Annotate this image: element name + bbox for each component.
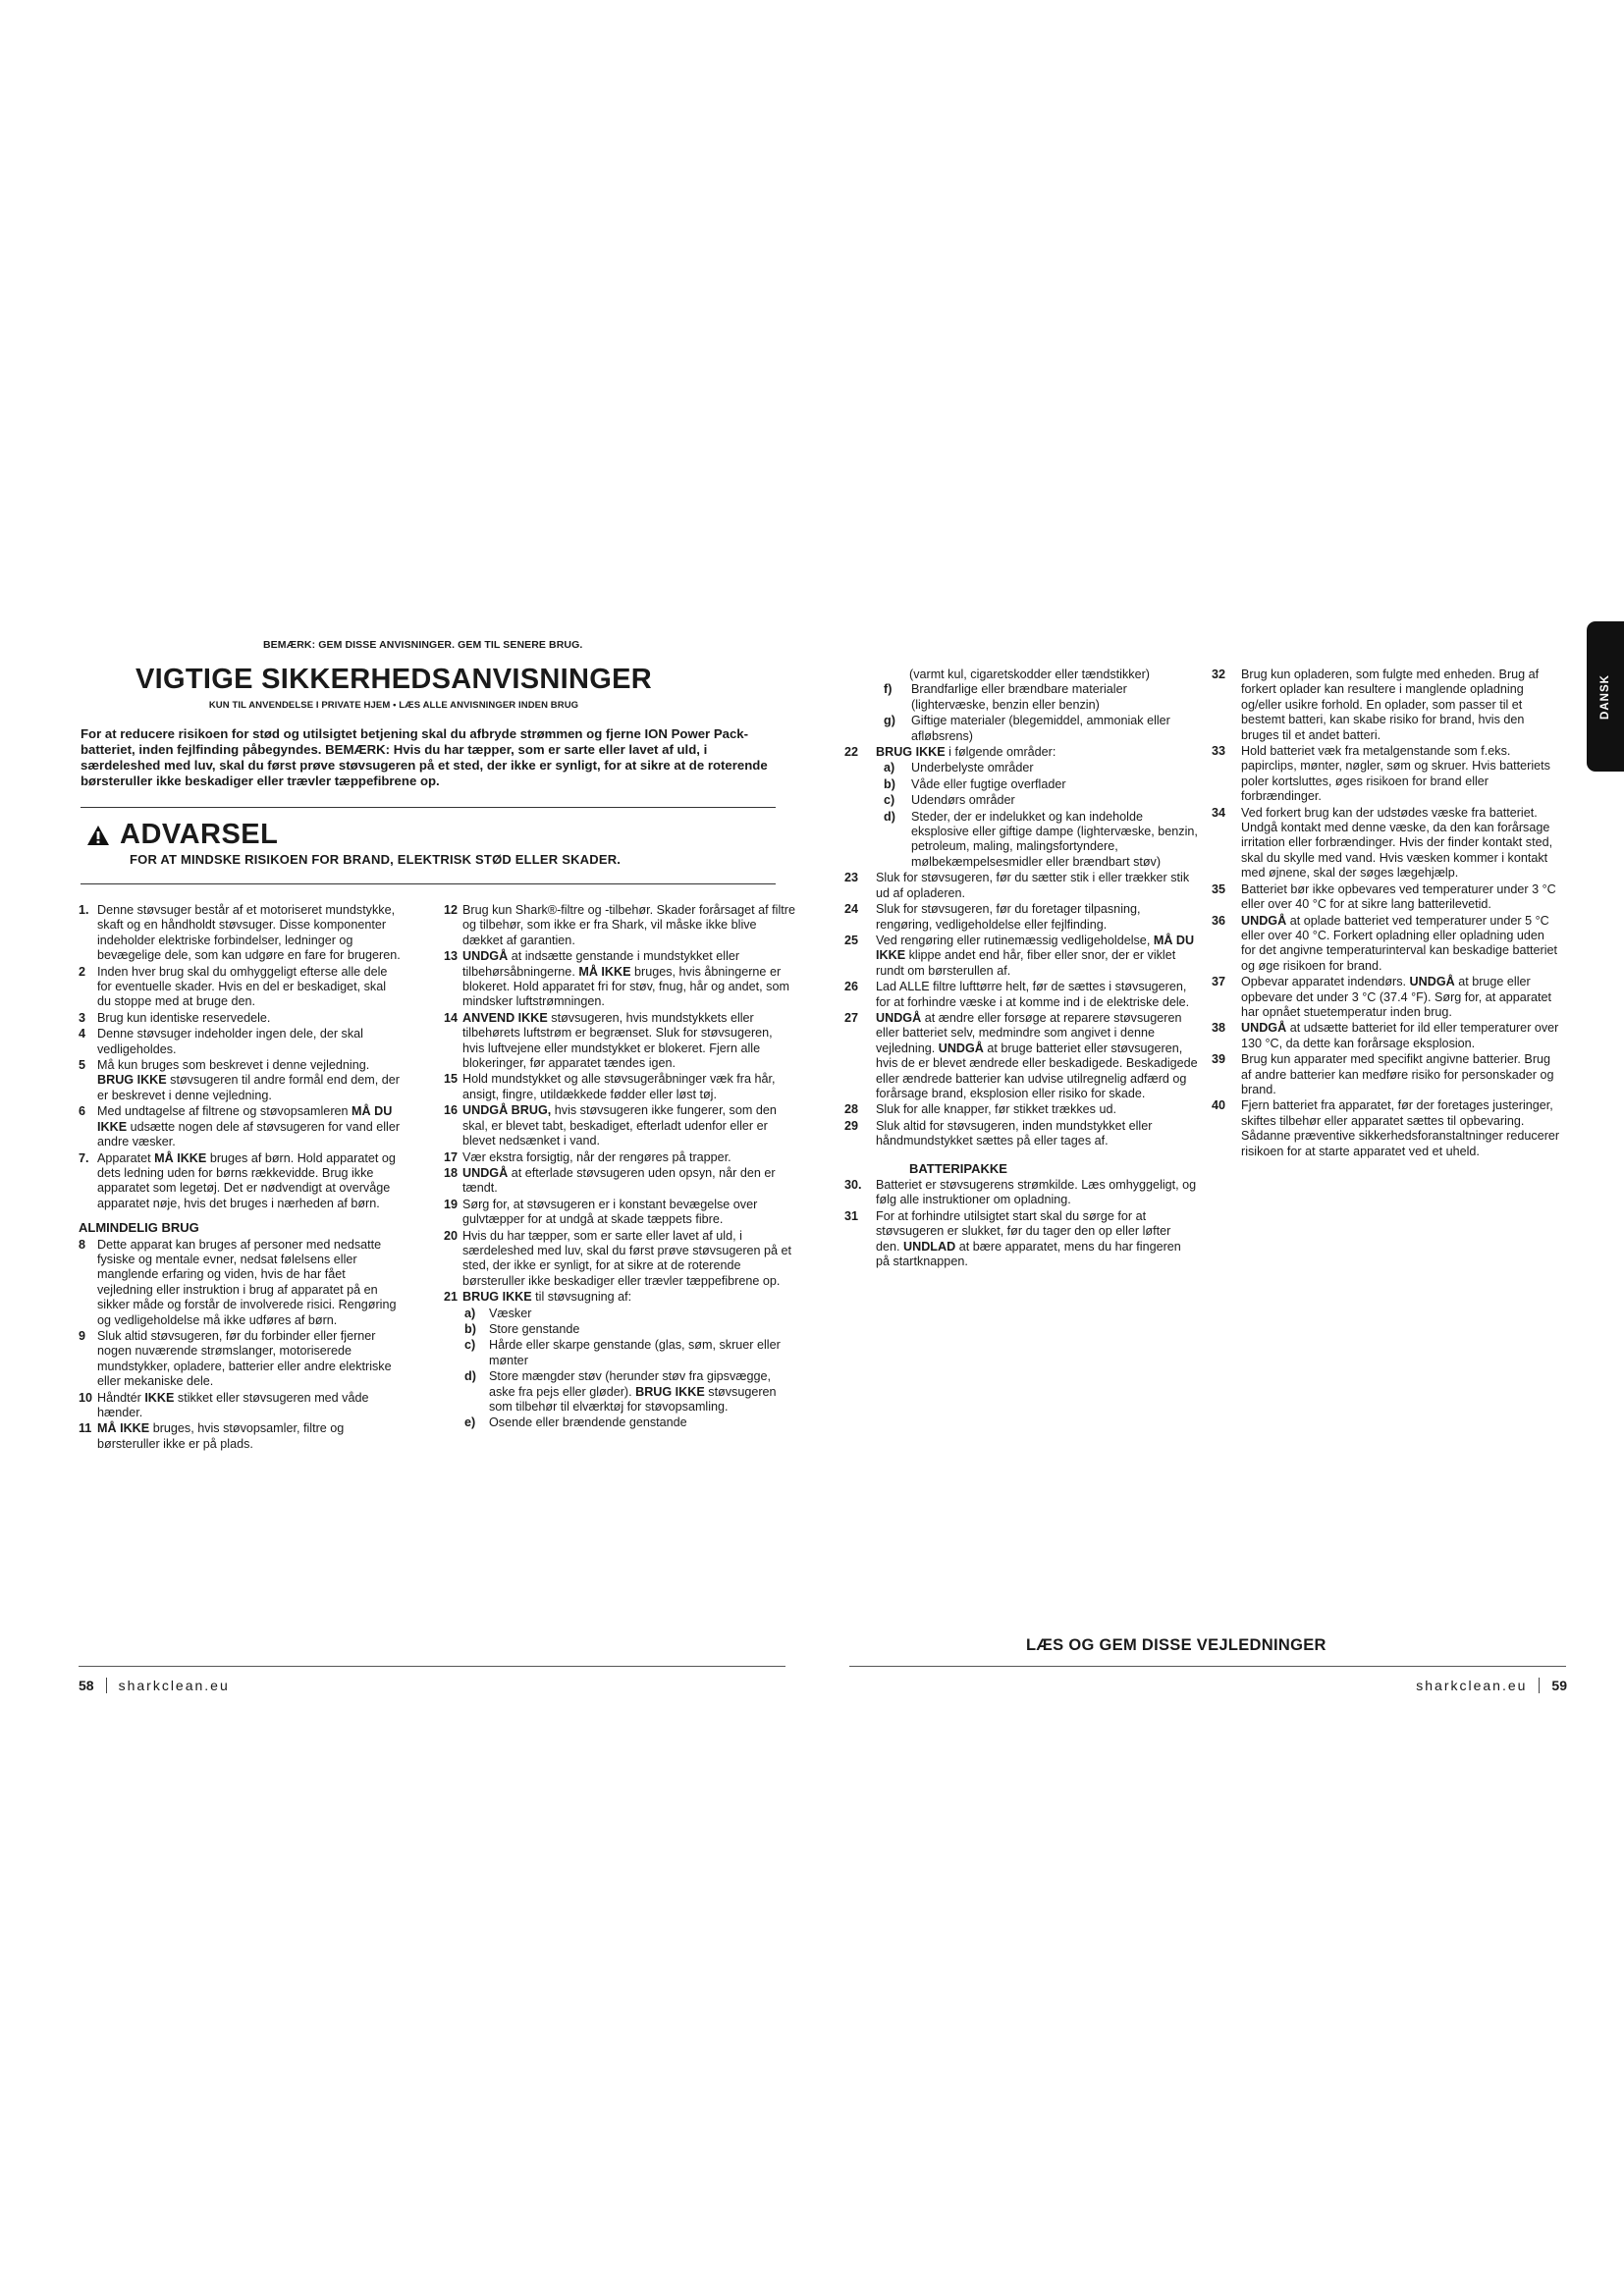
list-item: 5 Må kun bruges som beskrevet i denne vejledning. BRUG IKKE støvsugeren til andre formål end dem, der er beskrevet i denne vejledning.: [79, 1058, 400, 1102]
list-item: 25 Ved rengøring eller rutinemæssig vedligeholdelse, MÅ DU IKKE klippe andet end hår, fiber eller snor, der er viklet rundt om børsterullen af.: [844, 933, 1195, 978]
list-subitem: a) Væsker: [464, 1306, 532, 1320]
list-item: 21 BRUG IKKE til støvsugning af:: [444, 1290, 632, 1305]
right-page: [812, 0, 1624, 2296]
list-subitem: d) Steder, der er indelukket og kan indeholde eksplosive eller giftige dampe (lightervæske, benzin, petroleum, maling, malingsfortyndere, mølbekæmpelsesmidler eller brændbart støv): [884, 809, 1198, 869]
list-subitem: c) Udendørs områder: [884, 793, 1015, 808]
page-number: 59: [1551, 1678, 1567, 1693]
list-item: 38 UNDGÅ at udsætte batteriet for ild eller temperaturer over 130 °C, da dette kan forårsage eksplosion.: [1212, 1021, 1559, 1050]
save-note: BEMÆRK: GEM DISSE ANVISNINGER. GEM TIL SENERE BRUG.: [263, 639, 583, 651]
warning-header: [86, 819, 278, 851]
warning-triangle-icon: [86, 825, 110, 846]
website-link[interactable]: sharkclean.eu: [118, 1678, 230, 1693]
intro-paragraph: For at reducere risikoen for stød og utilsigtet betjening skal du afbryde strømmen og fjerne ION Power Pack-batteriet, inden fejlfinding påbegyndes. BEMÆRK: Hvis du har tæpper, som er sarte eller lavet af uld, i særdeleshed med luv, skal du først prøve støvsugeren på et sted, der ikke er synligt, for at sikre at de roterende børsteruller ikke beskadiger eller trævler tæppefibrene op.: [81, 726, 768, 788]
list-item: 24 Sluk for støvsugeren, før du foretager tilpasning, rengøring, vedligeholdelse eller fejlfinding.: [844, 902, 1141, 932]
list-item: 2 Inden hver brug skal du omhyggeligt efterse alle dele for eventuelle skader. Hvis en del er beskadiget, skal du stoppe med at bruge den.: [79, 964, 388, 1009]
footer-rule: [849, 1666, 1566, 1667]
page-number: 58: [79, 1678, 94, 1693]
page-subtitle: KUN TIL ANVENDELSE I PRIVATE HJEM • LÆS ALLE ANVISNINGER INDEN BRUG: [208, 700, 579, 711]
list-item: 9 Sluk altid støvsugeren, før du forbinder eller fjerner nogen nuværende strømslanger, motoriserede mundstykker, opladere, batterier eller andre elektriske eller mekaniske dele.: [79, 1328, 392, 1389]
list-item: 37 Opbevar apparatet indendørs. UNDGÅ at bruge eller opbevare det under 3 °C (37.4 °F). Sørg for, at apparatet har opnået stuetemperatur inden brug.: [1212, 975, 1551, 1019]
list-item: 28 Sluk for alle knapper, før stikket trækkes ud.: [844, 1102, 1116, 1117]
list-subitem: c) Hårde eller skarpe genstande (glas, søm, skruer eller mønter: [464, 1338, 781, 1367]
read-save-banner: LÆS OG GEM DISSE VEJLEDNINGER: [1026, 1636, 1326, 1654]
website-link[interactable]: sharkclean.eu: [1416, 1678, 1528, 1693]
footer-divider: [106, 1678, 107, 1693]
list-item: 11 MÅ IKKE bruges, hvis støvopsamler, filtre og børsteruller ikke er på plads.: [79, 1421, 345, 1451]
list-subitem: a) Underbelyste områder: [884, 761, 1034, 775]
list-item: 36 UNDGÅ at oplade batteriet ved temperaturer under 5 °C eller over 40 °C. Forkert opladning eller opladning uden for det angivne temperaturinterval kan beskadige batteriet og øge risikoen for brand.: [1212, 913, 1558, 973]
footer-divider: [1539, 1678, 1540, 1693]
list-item: 35 Batteriet bør ikke opbevares ved temperaturer under 3 °C eller over 40 °C for at sikre lang batterilevetid.: [1212, 881, 1556, 912]
list-item: 31 For at forhindre utilsigtet start skal du sørge for at støvsugeren er slukket, før du tager den op eller løfter den. UNDLAD at bære apparatet, mens du har fingeren på startknappen.: [844, 1208, 1181, 1269]
list-item: 7. Apparatet MÅ IKKE bruges af børn. Hold apparatet og dets ledning uden for børns rækkevidde. Brug ikke apparatet som legetøj. Det er nødvendigt at overvåge apparatet nøje, hvis det bruges i nærheden af børn.: [79, 1150, 396, 1210]
list-item: 34 Ved forkert brug kan der udstødes væske fra batteriet. Undgå kontakt med denne væske, da den kan forårsage irritation eller forbrændinger. Hvis der finder kontakt sted, skal du skylle med vand. Hvis væsken kommer i kontakt med øjnene, skal der søges lægehjælp.: [1212, 805, 1553, 881]
instructions-column-2: [444, 903, 797, 1432]
list-item: 40 Fjern batteriet fra apparatet, før der foretages justeringer, skiftes tilbehør eller apparatet sættes til opbevaring. Sådanne præventive sikkerhedsforanstaltninger reducerer risikoen for at starte apparatet ved et uheld.: [1212, 1098, 1560, 1158]
list-continuation: (varmt kul, cigaretskodder eller tændstikker): [909, 667, 1150, 681]
list-item: 23 Sluk for støvsugeren, før du sætter stik i eller trækker stik ud af opladeren.: [844, 871, 1190, 900]
list-item: 8 Dette apparat kan bruges af personer med nedsatte fysiske og mentale evner, nedsat følelsens eller manglende erfaring og viden, hvis de har fået vejledning eller instruktion i brug af apparatet på en sikker måde og forstår de involverede risici. Rengøring og vedligeholdelse må ikke udføres af børn.: [79, 1237, 397, 1327]
list-subitem: g) Giftige materialer (blegemiddel, ammoniak eller afløbsrens): [884, 714, 1170, 743]
list-item: 15 Hold mundstykket og alle støvsugeråbninger væk fra hår, ansigt, fingre, utildækkede fødder eller løst tøj.: [444, 1072, 776, 1101]
footer-rule: [79, 1666, 785, 1667]
instructions-column-4: [1212, 667, 1560, 1160]
list-item: 13 UNDGÅ at indsætte genstande i mundstykket eller tilbehørsåbningerne. MÅ IKKE bruges, hvis åbningerne er blokeret. Hold apparatet fri for støv, fnug, hår og andet, som mindsker luftstrømningen.: [444, 949, 789, 1009]
warning-subtitle: FOR AT MINDSKE RISIKOEN FOR BRAND, ELEKTRISK STØD ELLER SKADER.: [130, 852, 622, 867]
list-item: 4 Denne støvsuger indeholder ingen dele, der skal vedligeholdes.: [79, 1027, 363, 1056]
list-item: 16 UNDGÅ BRUG, hvis støvsugeren ikke fungerer, som den skal, er blevet tabt, beskadiget, efterladt udenfor eller er blevet nedsænket i vand.: [444, 1103, 777, 1148]
footer-right: [1416, 1678, 1567, 1693]
list-subitem: d) Store mængder støv (herunder støv fra gipsvægge, aske fra pejs eller gløder). BRUG IKKE støvsugeren som tilbehør til elværktøj for støvopsamling.: [464, 1369, 777, 1414]
list-item: 14 ANVEND IKKE støvsugeren, hvis mundstykkets eller tilbehørets luftstrøm er begrænset. Sluk for støvsugeren, hvis luftvejene eller mundstykket er blokeret. Fjern alle blokeringer, før apparatet tændes igen.: [444, 1010, 773, 1071]
language-tab: [1587, 621, 1624, 772]
list-item: 17 Vær ekstra forsigtig, når der rengøres på trapper.: [444, 1149, 731, 1164]
list-item: 33 Hold batteriet væk fra metalgenstande som f.eks. papirclips, mønter, nøgler, søm og skruer. Hvis batteriets poler kortsluttes, øges risikoen for brand eller forbrændinger.: [1212, 744, 1550, 804]
list-item: 18 UNDGÅ at efterlade støvsugeren uden opsyn, når den er tændt.: [444, 1165, 776, 1196]
list-item: 39 Brug kun apparater med specifikt angivne batterier. Brug af andre batterier kan medføre risiko for personskader og brand.: [1212, 1052, 1554, 1096]
warning-title: ADVARSEL: [120, 819, 279, 850]
section-heading-general-use: ALMINDELIG BRUG: [79, 1220, 199, 1236]
section-heading-battery: BATTERIPAKKE: [909, 1160, 1007, 1176]
list-item: 12 Brug kun Shark®-filtre og -tilbehør. Skader forårsaget af filtre og tilbehør, som ikke er fra Shark, vil måske ikke blive dækket af garantien.: [444, 903, 795, 947]
list-subitem: b) Våde eller fugtige overflader: [884, 776, 1066, 791]
list-item: 3 Brug kun identiske reservedele.: [79, 1010, 271, 1025]
warning-rule-top: [81, 807, 776, 808]
list-item: 22 BRUG IKKE i følgende områder:: [844, 745, 1056, 760]
list-item: 10 Håndtér IKKE stikket eller støvsugeren med våde hænder.: [79, 1390, 369, 1419]
list-item: 20 Hvis du har tæpper, som er sarte eller lavet af uld, i særdeleshed med luv, skal du først prøve støvsugeren på et sted, der ikke er synligt, for at sikre at de roterende børsteruller ikke beskadiger eller trævler tæppefibrene op.: [444, 1228, 792, 1288]
instructions-column-1: [79, 903, 403, 1453]
list-item: 1. Denne støvsuger består af et motoriseret mundstykke, skaft og en håndholdt støvsuger. Disse komponenter indeholder elektriske forbindelser, ledninger og bevægelige dele, som kan udgøre en fare for brugeren.: [79, 903, 401, 963]
page-title: VIGTIGE SIKKERHEDSANVISNINGER: [135, 664, 652, 695]
list-item: 26 Lad ALLE filtre lufttørre helt, før de sættes i støvsugeren, for at forhindre væske i at komme ind i de elektriske dele.: [844, 980, 1190, 1009]
list-subitem: f) Brandfarlige eller brændbare materialer (lightervæske, benzin eller benzin): [884, 682, 1127, 712]
warning-rule-bottom: [81, 883, 776, 884]
list-item: 19 Sørg for, at støvsugeren er i konstant bevægelse over gulvtæpper for at undgå at skade tæppets fibre.: [444, 1197, 758, 1227]
list-item: 29 Sluk altid for støvsugeren, inden mundstykket eller håndmundstykket sættes på eller tages af.: [844, 1118, 1153, 1148]
footer-left: [79, 1678, 230, 1693]
list-item: 32 Brug kun opladeren, som fulgte med enheden. Brug af forkert oplader kan resultere i manglende opladning og/eller usikre forhold. En oplader, som passer til et bestemt batteri, kan skabe risiko for brand, hvis den bruges til et andet batteri.: [1212, 667, 1540, 742]
list-subitem: b) Store genstande: [464, 1321, 580, 1336]
list-subitem: e) Osende eller brændende genstande: [464, 1415, 687, 1430]
list-item: 30. Batteriet er støvsugerens strømkilde. Læs omhyggeligt, og følg alle instruktioner om opladning.: [844, 1178, 1197, 1207]
list-item: 6 Med undtagelse af filtrene og støvopsamleren MÅ DU IKKE udsætte nogen dele af støvsugeren for vand eller andre væsker.: [79, 1104, 401, 1149]
list-item: 27 UNDGÅ at ændre eller forsøge at reparere støvsugeren eller batteriet selv, medmindre som angivet i denne vejledning. UNDGÅ at bruge batteriet eller støvsugeren, hvis de er blevet ændrede eller beskadigede. Beskadigede eller ændrede batterier kan udvise utilregnelig adfærd og forårsage brand, eksplosion eller risiko for skade.: [844, 1010, 1198, 1100]
language-tab-label: DANSK: [1599, 673, 1611, 720]
instructions-column-3: [844, 667, 1198, 1270]
